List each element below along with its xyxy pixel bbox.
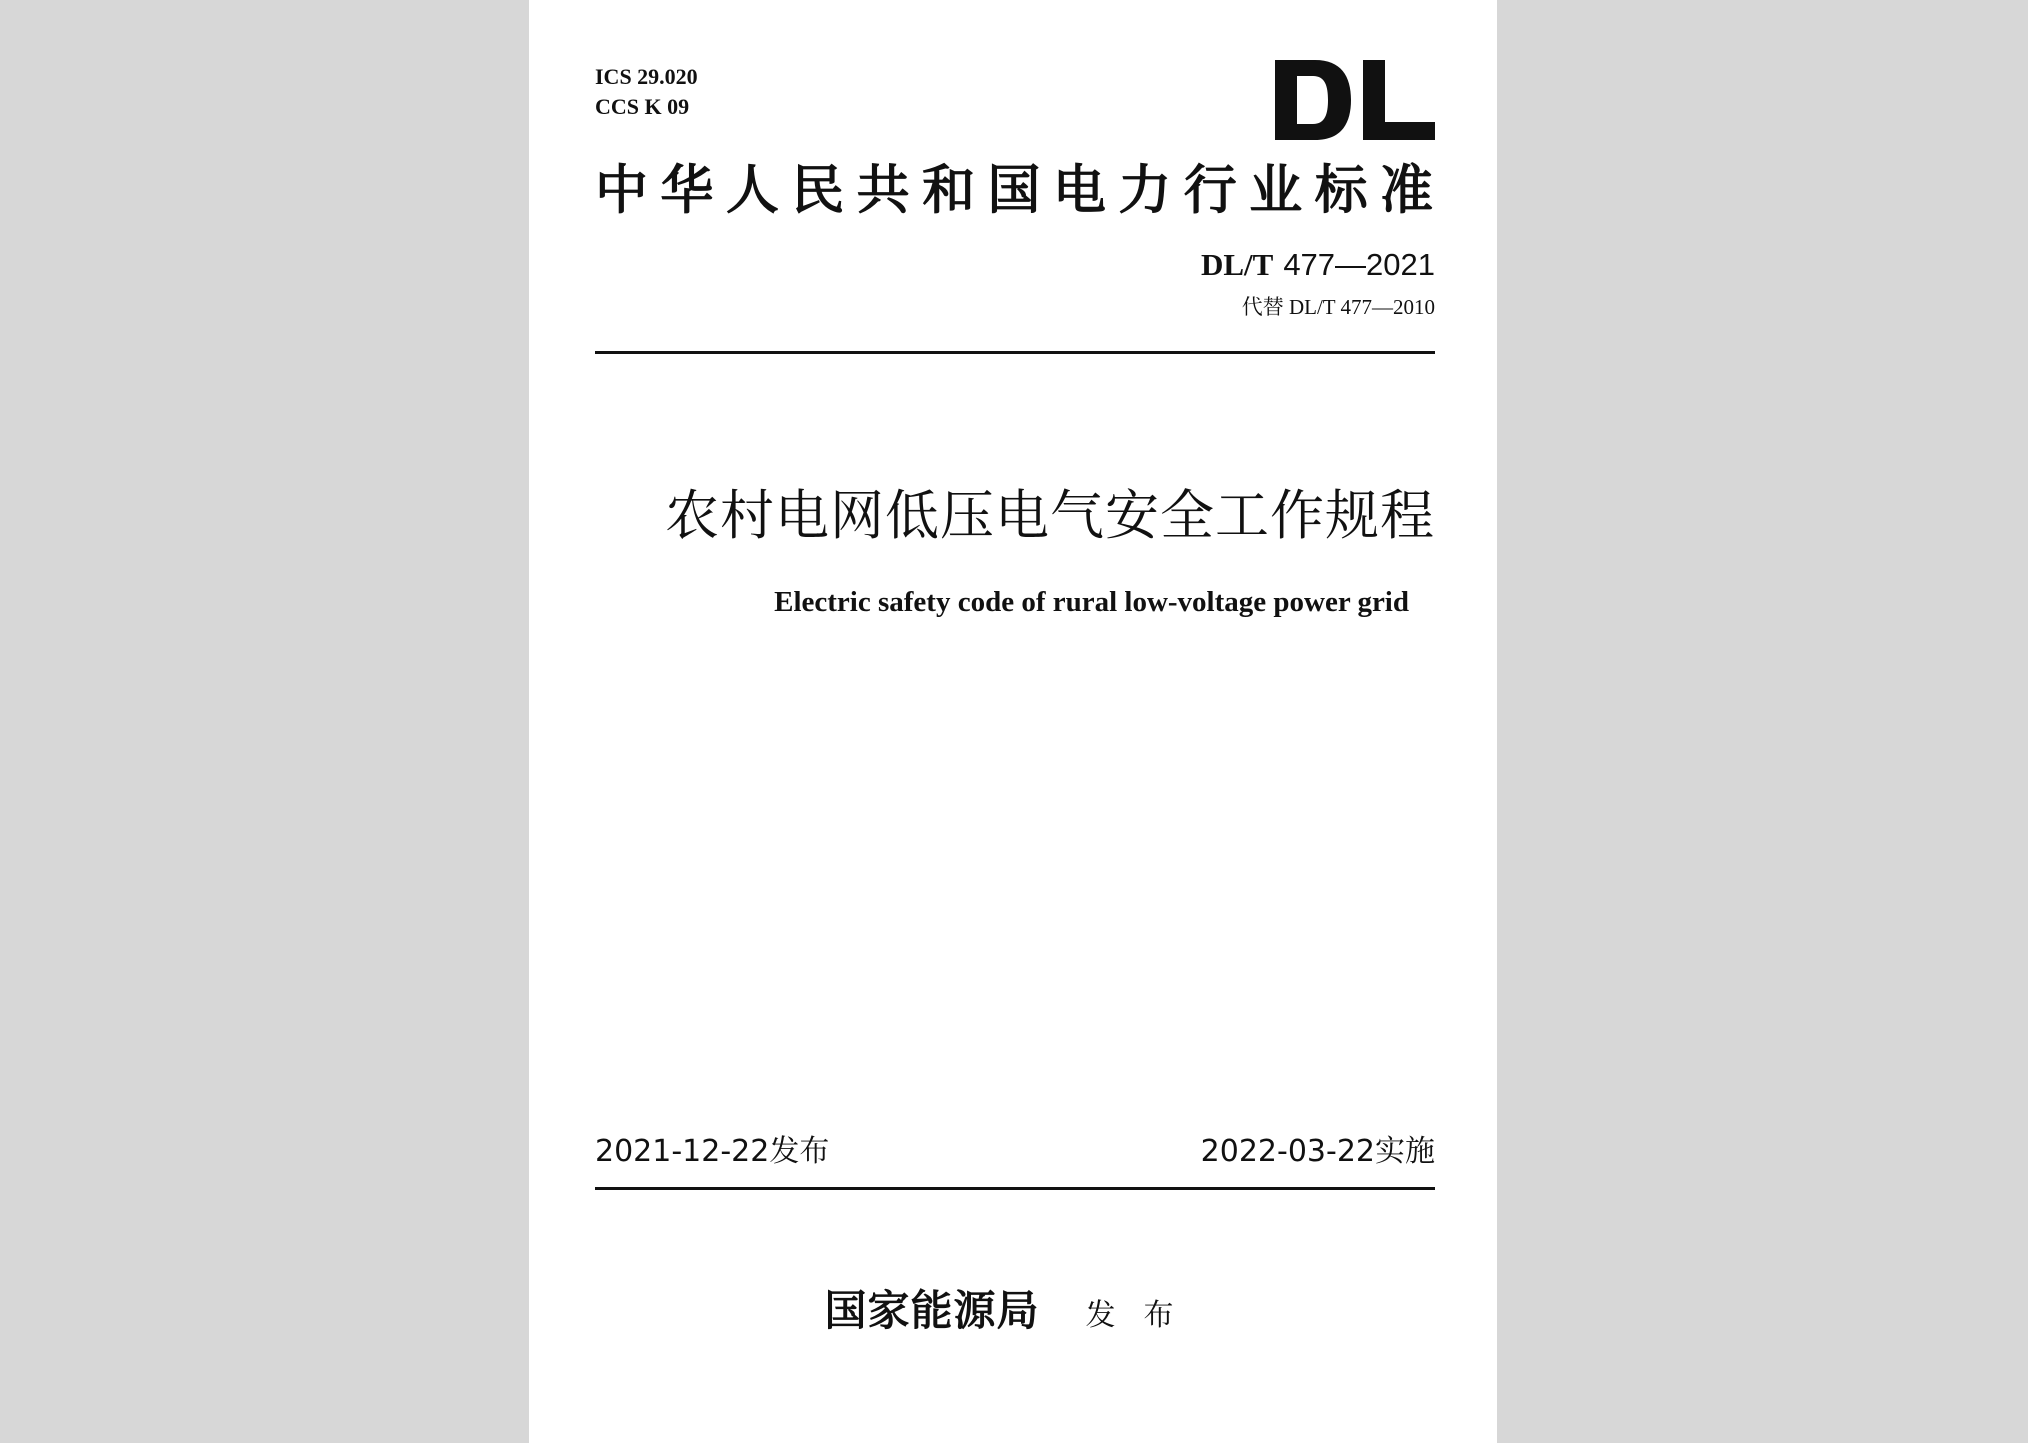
issuer-name: 国家能源局 <box>824 1286 1040 1335</box>
replaces-standard: 代替 DL/T 477—2010 <box>1241 295 1435 319</box>
ics-code: ICS 29.020 <box>595 64 698 89</box>
top-divider <box>595 351 1435 354</box>
standard-category-title: 中华人民共和国电力行业标准 <box>595 160 1435 221</box>
issue-action: 发布 <box>1085 1298 1202 1333</box>
bottom-divider <box>595 1187 1435 1190</box>
dl-logo <box>1275 60 1435 140</box>
issue-date: 2021-12-22发布 <box>595 1134 830 1169</box>
standard-number <box>1201 245 1435 285</box>
title-english: Electric safety code of rural low-voltage power grid <box>774 586 1409 618</box>
document-cover-page <box>529 0 1497 1443</box>
implementation-date: 2022-03-22实施 <box>1200 1134 1435 1169</box>
ccs-code: CCS K 09 <box>595 94 690 119</box>
standard-code: 477—2021 <box>1283 247 1435 282</box>
standard-prefix: DL/T <box>1200 247 1274 282</box>
title-chinese: 农村电网低压电气安全工作规程 <box>665 484 1435 547</box>
issuer-line <box>529 1283 1497 1344</box>
